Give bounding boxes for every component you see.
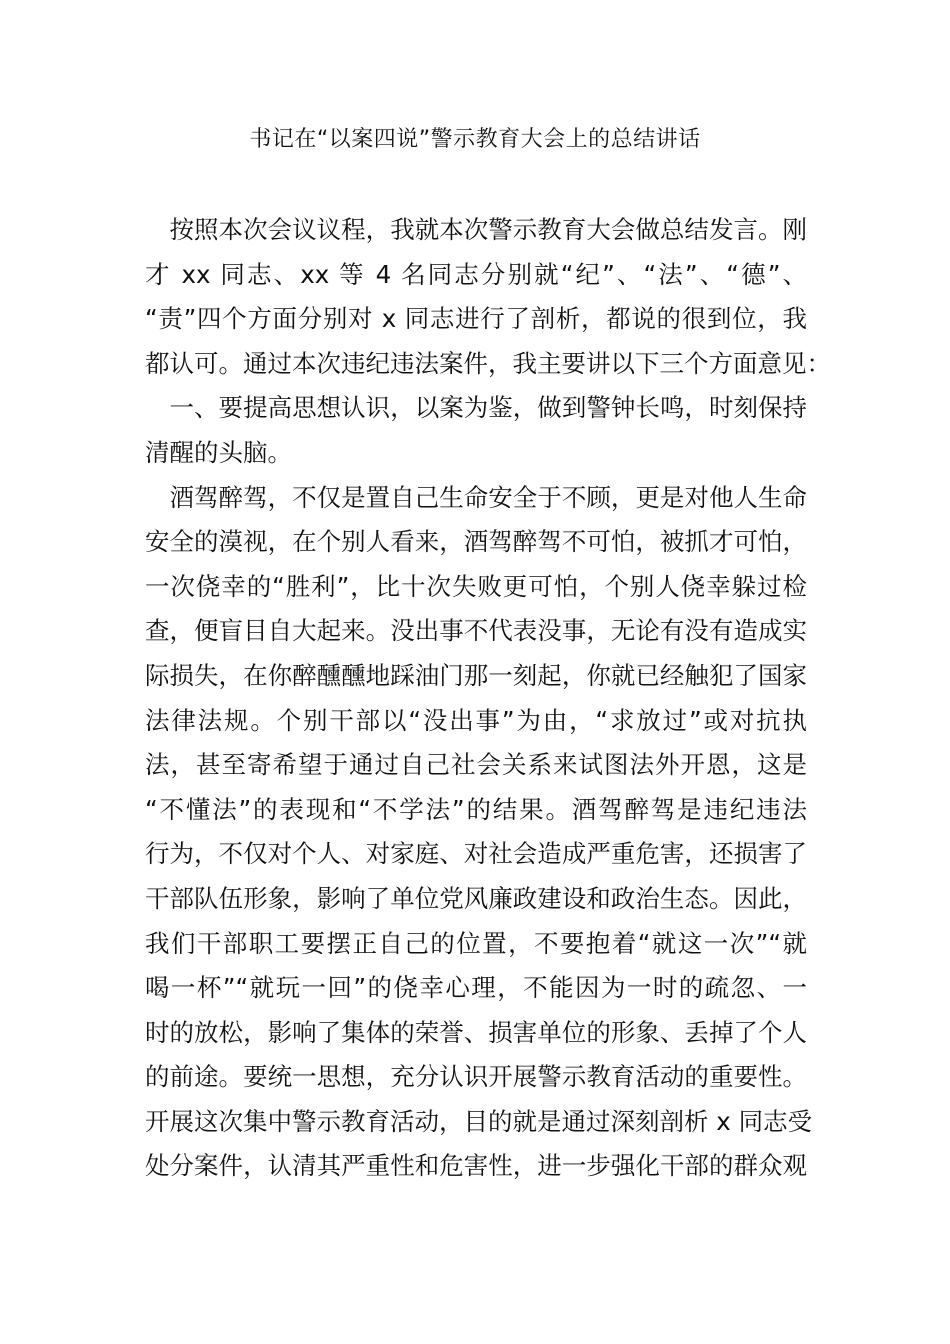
body-line: 安全的漠视，在个别人看来，酒驾醉驾不可怕，被抓才可怕， (145, 527, 807, 557)
body-line: 时的放松，影响了集体的荣誉、损害单位的形象、丢掉了个人 (145, 1017, 807, 1047)
body-line: 处分案件，认清其严重性和危害性，进一步强化干部的群众观 (145, 1151, 807, 1181)
section-heading-line: 清醒的头脑。 (145, 437, 292, 467)
body-line: 我们干部职工要摆正自己的位置，不要抱着“就这一次”“就 (145, 928, 807, 958)
body-line: 法律法规。个别干部以“没出事”为由，“求放过”或对抗执 (145, 705, 807, 735)
body-line: “不懂法”的表现和“不学法”的结果。酒驾醉驾是违纪违法 (145, 794, 807, 824)
body-line: 际损失，在你醉醺醺地踩油门那一刻起，你就已经触犯了国家 (145, 660, 807, 690)
body-line: 一次侥幸的“胜利”，比十次失败更可怕，个别人侥幸躲过检 (145, 571, 807, 601)
body-line: 查，便盲目自大起来。没出事不代表没事，无论有没有造成实 (145, 616, 807, 646)
body-line: 都认可。通过本次违纪违法案件，我主要讲以下三个方面意见： (145, 348, 831, 378)
body-line: 才 xx 同志、xx 等 4 名同志分别就“纪”、“法”、“德”、 (145, 259, 807, 289)
body-line: 喝一杯”“就玩一回”的侥幸心理，不能因为一时的疏忽、一 (145, 973, 807, 1003)
body-line: 行为，不仅对个人、对家庭、对社会造成严重危害，还损害了 (145, 839, 807, 869)
section-heading-line: 一、要提高思想认识，以案为鉴，做到警钟长鸣，时刻保持 (145, 393, 807, 423)
body-line: 的前途。要统一思想，充分认识开展警示教育活动的重要性。 (145, 1062, 807, 1092)
body-line: “责”四个方面分别对 x 同志进行了剖析，都说的很到位，我 (145, 304, 807, 334)
body-line: 开展这次集中警示教育活动，目的就是通过深刻剖析 x 同志受 (145, 1106, 813, 1136)
document-body (145, 208, 831, 1189)
document-title: 书记在“以案四说”警示教育大会上的总结讲话 (249, 127, 701, 152)
body-line: 按照本次会议议程，我就本次警示教育大会做总结发言。刚 (145, 215, 807, 244)
body-line: 干部队伍形象，影响了单位党风廉政建设和政治生态。因此， (145, 883, 807, 913)
body-line: 法，甚至寄希望于通过自己社会关系来试图法外开恩，这是 (145, 750, 807, 780)
body-line: 酒驾醉驾，不仅是置自己生命安全于不顾，更是对他人生命 (145, 482, 807, 512)
